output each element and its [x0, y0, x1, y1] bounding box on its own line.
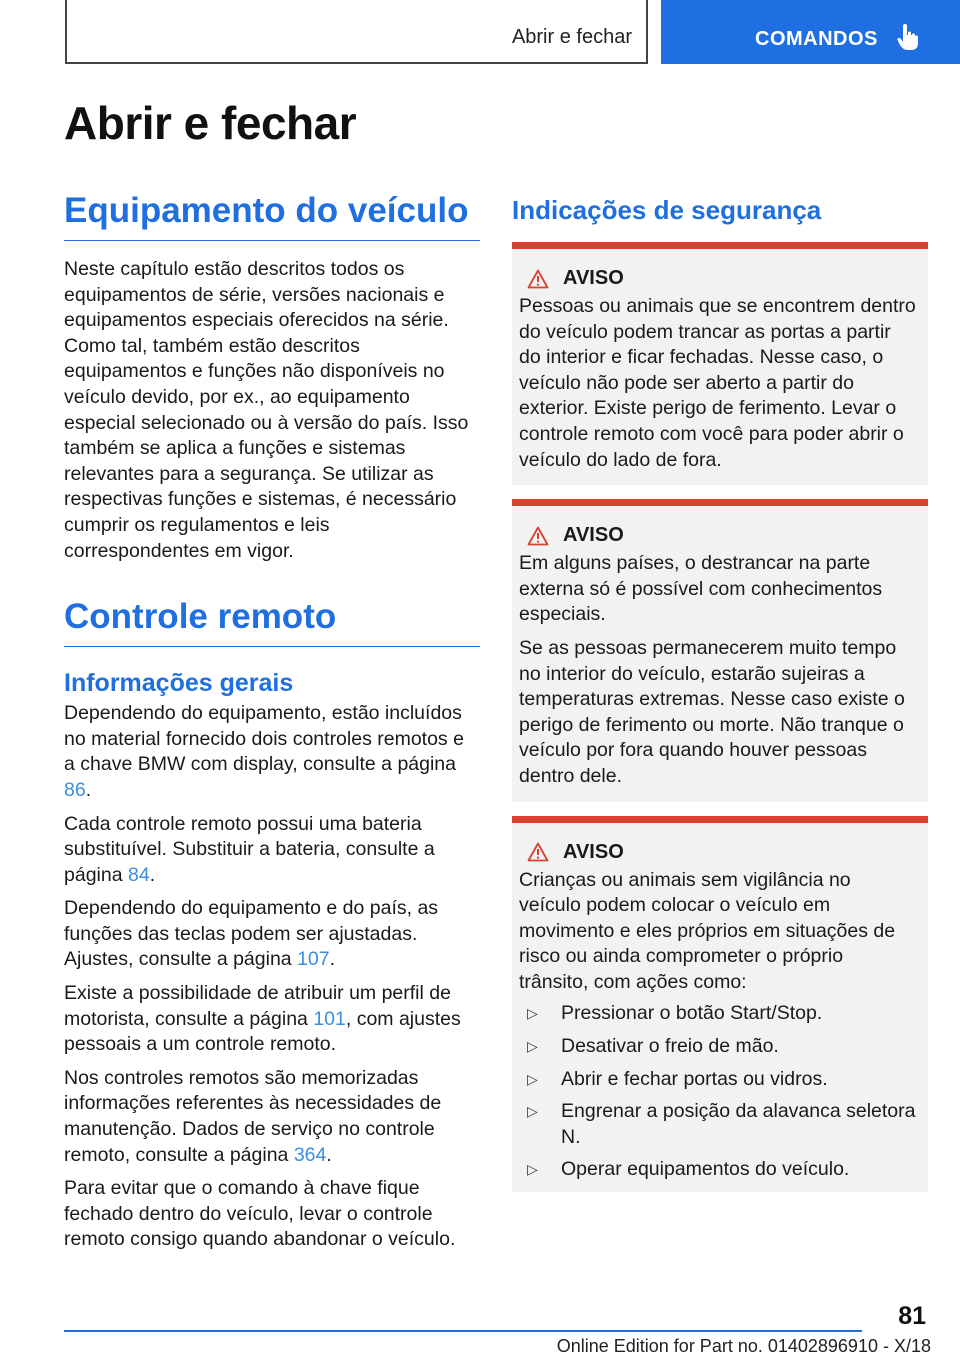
header-section-title: Abrir e fechar	[511, 26, 632, 48]
safety-heading: Indicações de segurança	[512, 195, 822, 225]
warning-text: Crianças ou animais sem vigilância no veículo podem colocar o veículo em movimento e eles próprios em situações de risco ou ainda comprometer o próprio trânsito, com ações como:	[519, 868, 896, 993]
chapter-tab[interactable]	[661, 0, 960, 64]
list-item: ▷ Abrir e fechar portas ou vidros.	[519, 1067, 916, 1093]
footer-edition: Online Edition for Part no. 01402896910 - X/18	[556, 1336, 931, 1356]
page-link[interactable]: 364	[293, 1143, 327, 1166]
warning-triangle-icon	[527, 526, 549, 546]
warning-text: Pessoas ou animais que se encontrem dentro do veículo podem trancar as portas a partir do interior e ficar fechadas. Nesse caso, o veículo não pode ser aberto a partir do exterior. Existe perigo de ferimento. Levar o controle remoto com você para poder abrir o veículo do lado de fora.	[519, 295, 916, 471]
warning-box	[512, 499, 928, 801]
page-link[interactable]: 107	[297, 948, 330, 971]
bullet-triangle-icon: ▷	[527, 1103, 538, 1120]
bullet-triangle-icon: ▷	[527, 1005, 538, 1022]
list-item: ▷ Pressionar o botão Start/Stop.	[519, 1001, 916, 1027]
bullet-triangle-icon: ▷	[527, 1070, 538, 1087]
left-column	[64, 190, 480, 1253]
bullet-triangle-icon: ▷	[527, 1161, 538, 1178]
warning-text: Em alguns países, o destrancar na parte externa só é possível com conhecimentos especiais.	[519, 552, 883, 626]
pointing-hand-icon	[897, 24, 919, 50]
warning-box	[512, 242, 928, 485]
paragraph-5: Nos controles remotos são memorizadas informações referentes às necessidades de manutenção. Dados de serviço no controle remoto, consulte a página 364.	[64, 1066, 442, 1166]
paragraph-4: Existe a possibilidade de atribuir um perfil de motorista, consulte a página 101, com ajustes pessoais a um controle remoto.	[64, 982, 461, 1056]
list-item: ▷ Desativar o freio de mão.	[519, 1034, 916, 1060]
footer-divider	[64, 1330, 862, 1332]
general-info-heading: Informações gerais	[64, 669, 294, 698]
paragraph-6: Para evitar que o comando à chave fique fechado dentro do veículo, levar o controle remoto consigo quando abandonar o veículo.	[64, 1177, 456, 1251]
page-link[interactable]: 84	[127, 863, 150, 886]
warning-title: AVISO	[563, 267, 624, 289]
chapter-tab-label: COMANDOS	[755, 28, 878, 50]
warning-title: AVISO	[563, 524, 624, 547]
paragraph-2: Cada controle remoto possui uma bateria substituível. Substituir a bateria, consulte a página 84.	[64, 812, 435, 886]
right-column	[512, 190, 928, 1192]
warning-title: AVISO	[563, 840, 624, 863]
paragraph-1: Dependendo do equipamento, estão incluídos no material fornecido dois controles remotos e a chave BMW com display, consulte a página 86.	[64, 702, 464, 801]
warning-text: Se as pessoas permanecerem muito tempo no interior do veículo, estarão sujeiras a temperaturas extremas. Nesse caso existe o perigo de ferimento ou morte. Não tranque o veículo por fora quando houver pessoas dentro dele.	[519, 636, 905, 787]
bullet-triangle-icon: ▷	[527, 1038, 538, 1055]
action-list	[519, 1001, 916, 1183]
page-title: Abrir e fechar	[64, 97, 357, 149]
paragraph-3: Dependendo do equipamento e do país, as funções das teclas podem ser ajustadas. Ajustes, consulte a página 107.	[64, 897, 439, 971]
page-number: 81	[898, 1302, 926, 1330]
page-link[interactable]: 101	[313, 1007, 346, 1030]
warning-triangle-icon	[527, 842, 549, 862]
warning-triangle-icon	[527, 269, 549, 289]
remote-heading: Controle remoto	[64, 596, 480, 647]
list-item: ▷ Engrenar a posição da alavanca seletora N.	[519, 1099, 916, 1150]
page-link[interactable]: 86	[64, 778, 86, 801]
equipment-heading: Equipamento do veículo	[64, 190, 480, 241]
warning-box	[512, 816, 928, 1193]
list-item: ▷ Operar equipamentos do veículo.	[519, 1157, 916, 1183]
equipment-text: Neste capítulo estão descritos todos os equipamentos de série, versões nacionais e equipamentos especiais oferecidos na série. Como tal, também estão descritos equipamentos e funções não disponíveis no veículo devido, por ex., ao equipamento especial selecionado ou à versão do país. Isso também se aplica a funções e sistemas relevantes para a segurança. Se utilizar as respectivas funções e sistemas, é necessário cumprir os regulamentos e leis correspondentes em vigor.	[64, 258, 469, 562]
header-section-box	[65, 0, 648, 64]
